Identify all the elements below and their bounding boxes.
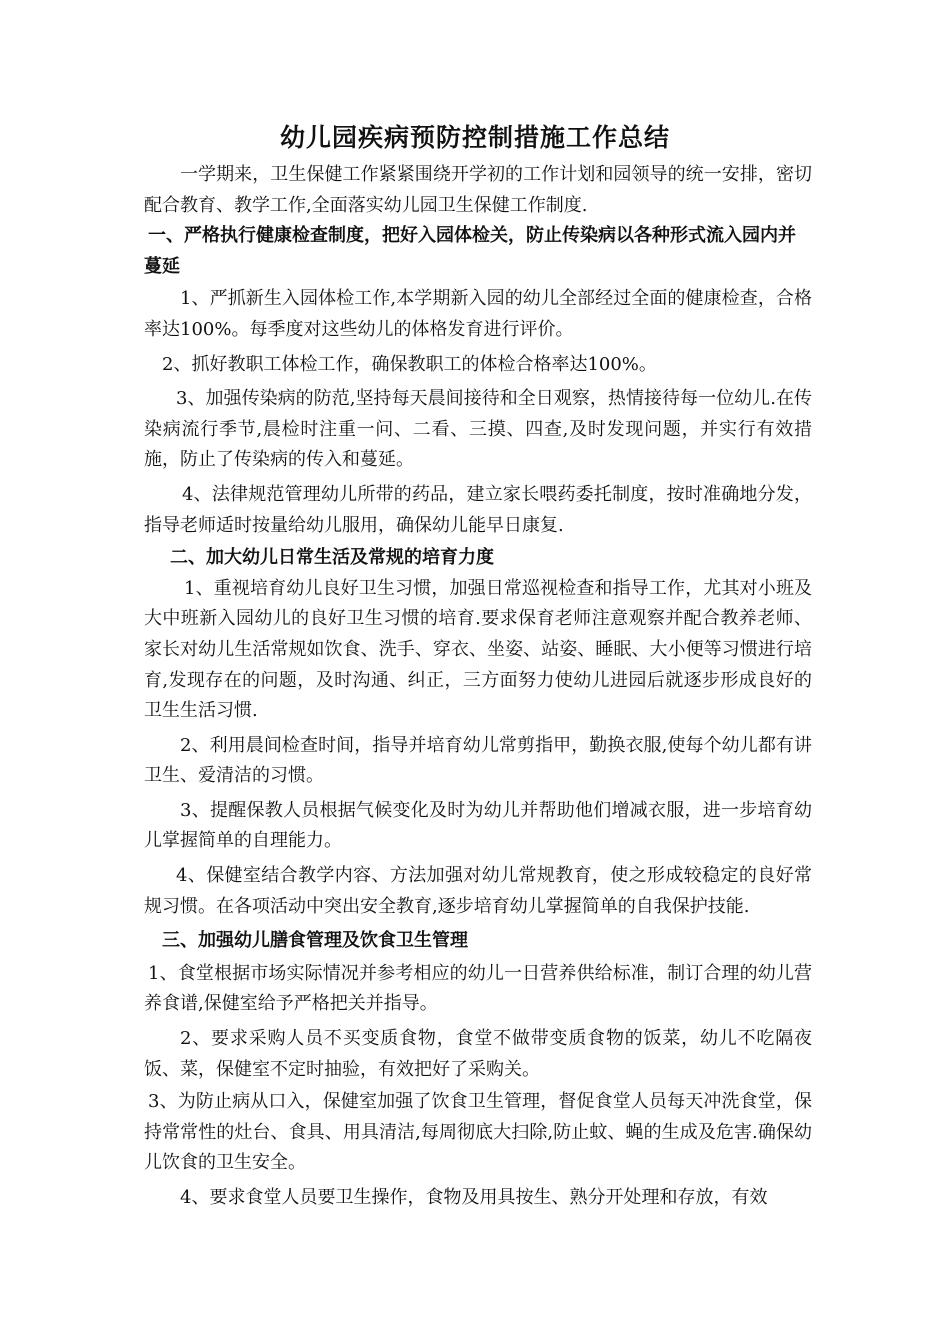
section-2-item-4: 4、保健室结合教学内容、方法加强对幼儿常规教育，使之形成较稳定的良好常规习惯。在各项活动中突出安全教育,逐步培育幼儿掌握简单的自我保护技能. <box>144 865 812 917</box>
section-2-item-1: 1、重视培育幼儿良好卫生习惯，加强日常巡视检查和指导工作，尤其对小班及大中班新入园幼儿的良好卫生习惯的培育.要求保育老师注意观察并配合教养老师、家长对幼儿生活常规如饮食、洗手、穿衣、坐姿、站姿、睡眠、大小便等习惯进行培育,发现存在的问题，及时沟通、纠正，三方面努力使幼儿进园后就逐步形成良好的卫生生活习惯. <box>144 577 812 722</box>
section-2-item-3: 3、提醒保教人员根据气候变化及时为幼儿并帮助他们增减衣服，进一步培育幼儿掌握简单的自理能力。 <box>144 799 812 852</box>
section-3-heading: 三、加强幼儿膳食管理及饮食卫生管理 <box>162 930 468 952</box>
section-1-item-3: 3、加强传染病的防范,坚持每天晨间接待和全日观察，热情接待每一位幼儿.在传染病流行季节,晨检时注重一问、二看、三摸、四查,及时发现问题，并实行有效措施，防止了传染病的传入和蔓延。 <box>144 388 812 471</box>
section-1-heading: 一、严格执行健康检查制度，把好入园体检关，防止传染病以各种形式流入园内并蔓延 <box>144 225 796 277</box>
section-3-item-4: 4、要求食堂人员要卫生操作，食物及用具按生、熟分开处理和存放，有效 <box>180 1187 768 1208</box>
section-1-item-2: 2、抓好教职工体检工作，确保教职工的体检合格率达100%。 <box>162 353 657 375</box>
section-3-item-3: 3、为防止病从口入，保健室加强了饮食卫生管理，督促食堂人员每天冲洗食堂，保持常常性的灶台、食具、用具清洁,每周彻底大扫除,防止蚊、蝇的生成及危害.确保幼儿饮食的卫生安全。 <box>144 1091 812 1174</box>
intro-paragraph: 一学期来，卫生保健工作紧紧围绕开学初的工作计划和园领导的统一安排，密切配合教育、教学工作,全面落实幼儿园卫生保健工作制度. <box>144 164 812 216</box>
document-body <box>144 160 812 1214</box>
section-2-item-2: 2、利用晨间检查时间，指导并培育幼儿常剪指甲，勤换衣服,使每个幼儿都有讲卫生、爱清洁的习惯。 <box>144 734 812 787</box>
section-1-item-4: 4、法律规范管理幼儿所带的药品，建立家长喂药委托制度，按时准确地分发，指导老师适时按量给幼儿服用，确保幼儿能早日康复. <box>144 483 812 536</box>
section-1-item-1: 1、严抓新生入园体检工作,本学期新入园的幼儿全部经过全面的健康检查，合格率达100%。每季度对这些幼儿的体格发育进行评价。 <box>144 288 812 340</box>
document-title: 幼儿园疾病预防控制措施工作总结 <box>279 123 670 152</box>
section-2-heading: 二、加大幼儿日常生活及常规的培育力度 <box>170 547 494 569</box>
section-3-item-2: 2、要求采购人员不买变质食物，食堂不做带变质食物的饭菜，幼儿不吃隔夜饭、菜，保健室不定时抽验，有效把好了采购关。 <box>144 1028 812 1080</box>
section-3-item-1: 1、食堂根据市场实际情况并参考相应的幼儿一日营养供给标准，制订合理的幼儿营养食谱,保健室给予严格把关并指导。 <box>144 962 812 1015</box>
